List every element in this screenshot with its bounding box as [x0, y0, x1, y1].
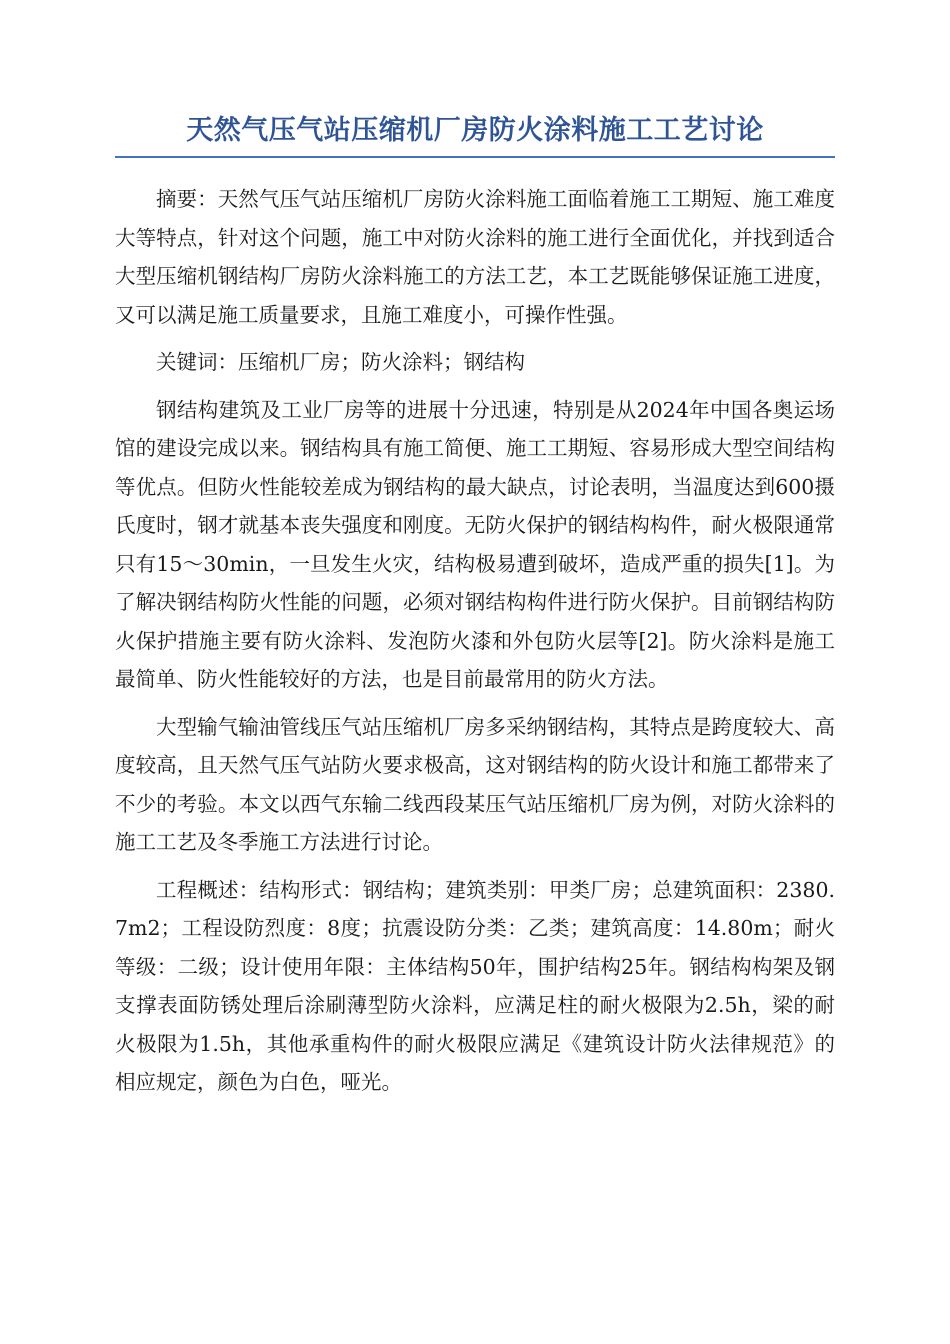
body-paragraph: 大型输气输油管线压气站压缩机厂房多采纳钢结构，其特点是跨度较大、高度较高，且天然气压气站防火要求极高，这对钢结构的防火设计和施工都带来了不少的考验。本文以西气东输二线西段某压气站压缩机厂房为例，对防火涂料的施工工艺及冬季施工方法进行讨论。: [115, 714, 835, 854]
keywords-paragraph: 关键词：压缩机厂房；防火涂料；钢结构: [156, 350, 525, 374]
document-page: [115, 112, 835, 1102]
document-title: 天然气压气站压缩机厂房防火涂料施工工艺讨论: [115, 112, 835, 158]
body-paragraph: 工程概述：结构形式：钢结构；建筑类别：甲类厂房；总建筑面积：2380.7m2；工程设防烈度：8度；抗震设防分类：乙类；建筑高度：14.80m；耐火等级：二级；设计使用年限：主体结构50年，围护结构25年。钢结构构架及钢支撑表面防锈处理后涂刷薄型防火涂料，应满足柱的耐火极限为2.5h，梁的耐火极限为1.5h，其他承重构件的耐火极限应满足《建筑设计防火法律规范》的相应规定，颜色为白色，哑光。: [115, 877, 835, 1094]
body-paragraph: 钢结构建筑及工业厂房等的进展十分迅速，特别是从2024年中国各奥运场馆的建设完成以来。钢结构具有施工简便、施工工期短、容易形成大型空间结构等优点。但防火性能较差成为钢结构的最大缺点，讨论表明，当温度达到600摄氏度时，钢才就基本丧失强度和刚度。无防火保护的钢结构构件，耐火极限通常只有15～30min，一旦发生火灾，结构极易遭到破坏，造成严重的损失[1]。为了解决钢结构防火性能的问题，必须对钢结构构件进行防火保护。目前钢结构防火保护措施主要有防火涂料、发泡防火漆和外包防火层等[2]。防火涂料是施工最简单、防火性能较好的方法，也是目前最常用的防火方法。: [115, 397, 835, 691]
abstract-paragraph: 摘要：天然气压气站压缩机厂房防火涂料施工面临着施工工期短、施工难度大等特点，针对这个问题，施工中对防火涂料的施工进行全面优化，并找到适合大型压缩机钢结构厂房防火涂料施工的方法工艺，本工艺既能够保证施工进度，又可以满足施工质量要求，且施工难度小，可操作性强。: [115, 187, 835, 327]
